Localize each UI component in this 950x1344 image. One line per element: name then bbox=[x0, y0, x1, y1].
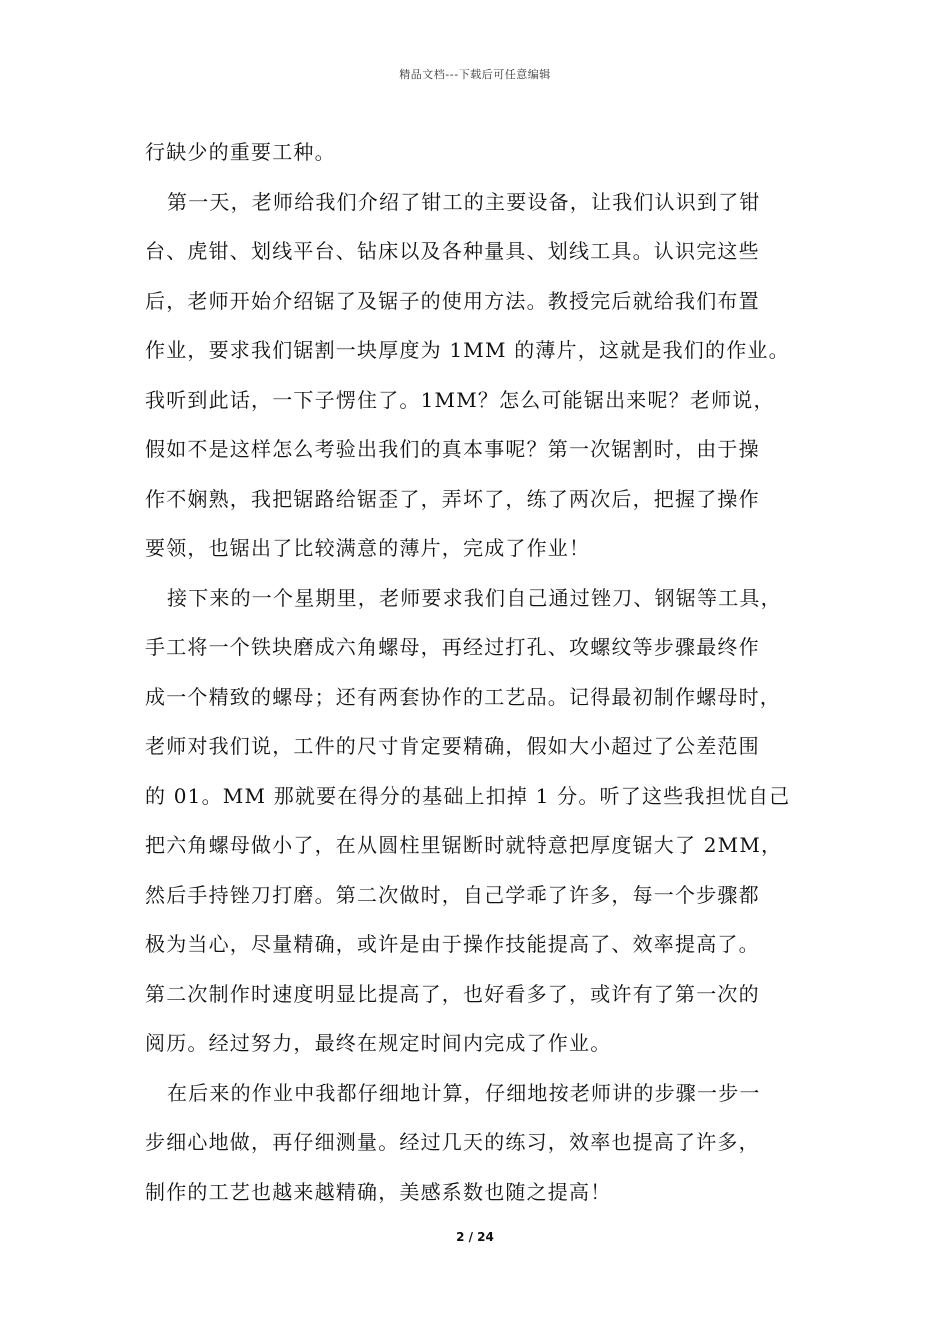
text-line: 手工将一个铁块磨成六角螺母，再经过打孔、攻螺纹等步骤最终作 bbox=[145, 635, 760, 659]
text-line: 阅历。经过努力，最终在规定时间内完成了作业。 bbox=[145, 1031, 612, 1055]
text-line: 后，老师开始介绍锯了及锯子的使用方法。教授完后就给我们布置 bbox=[145, 288, 760, 313]
text-line: 要领，也锯出了比较满意的薄片，完成了作业！ bbox=[145, 536, 591, 560]
text-line: 步细心地做，再仔细测量。经过几天的练习，效率也提高了许多， bbox=[145, 1130, 760, 1154]
page-number: 2 / 24 bbox=[456, 1230, 494, 1244]
page-header: 精品文档---下载后可任意编辑 bbox=[399, 68, 551, 81]
text-line: 的 01。MM 那就要在得分的基础上扣掉 1 分。听了这些我担忧自己 bbox=[145, 783, 791, 808]
paragraph-start-line: 第一天，老师给我们介绍了钳工的主要设备，让我们认识到了钳 bbox=[167, 189, 761, 214]
document-body bbox=[145, 128, 825, 1217]
text-line: 老师对我们说，工件的尺寸肯定要精确，假如大小超过了公差范围 bbox=[145, 734, 760, 758]
text-line: 假如不是这样怎么考验出我们的真本事呢？第一次锯割时，由于操 bbox=[145, 437, 760, 461]
paragraph-start-line: 接下来的一个星期里，老师要求我们自己通过锉刀、钢锯等工具， bbox=[167, 585, 782, 610]
paragraph-start-line: 在后来的作业中我都仔细地计算，仔细地按老师讲的步骤一步一 bbox=[167, 1080, 761, 1105]
text-line: 制作的工艺也越来越精确，美感系数也随之提高！ bbox=[145, 1179, 612, 1204]
text-line: 行缺少的重要工种。 bbox=[145, 140, 336, 164]
text-line: 作不娴熟，我把锯路给锯歪了，弄坏了，练了两次后，把握了操作 bbox=[145, 486, 760, 511]
text-line: 我听到此话，一下子愣住了。1MM？怎么可能锯出来呢？老师说， bbox=[145, 387, 775, 412]
text-line: 第二次制作时速度明显比提高了，也好看多了，或许有了第一次的 bbox=[145, 981, 760, 1006]
text-line: 极为当心，尽量精确，或许是由于操作技能提高了、效率提高了。 bbox=[145, 932, 760, 956]
text-line: 把六角螺母做小了，在从圆柱里锯断时就特意把厚度锯大了 2MM， bbox=[145, 833, 783, 857]
text-line: 台、虎钳、划线平台、钻床以及各种量具、划线工具。认识完这些 bbox=[145, 239, 760, 263]
text-line: 然后手持锉刀打磨。第二次做时，自己学乖了许多，每一个步骤都 bbox=[145, 882, 760, 907]
text-line: 成一个精致的螺母；还有两套协作的工艺品。记得最初制作螺母时， bbox=[145, 684, 781, 709]
text-line: 作业，要求我们锯割一块厚度为 1MM 的薄片，这就是我们的作业。 bbox=[145, 338, 790, 362]
